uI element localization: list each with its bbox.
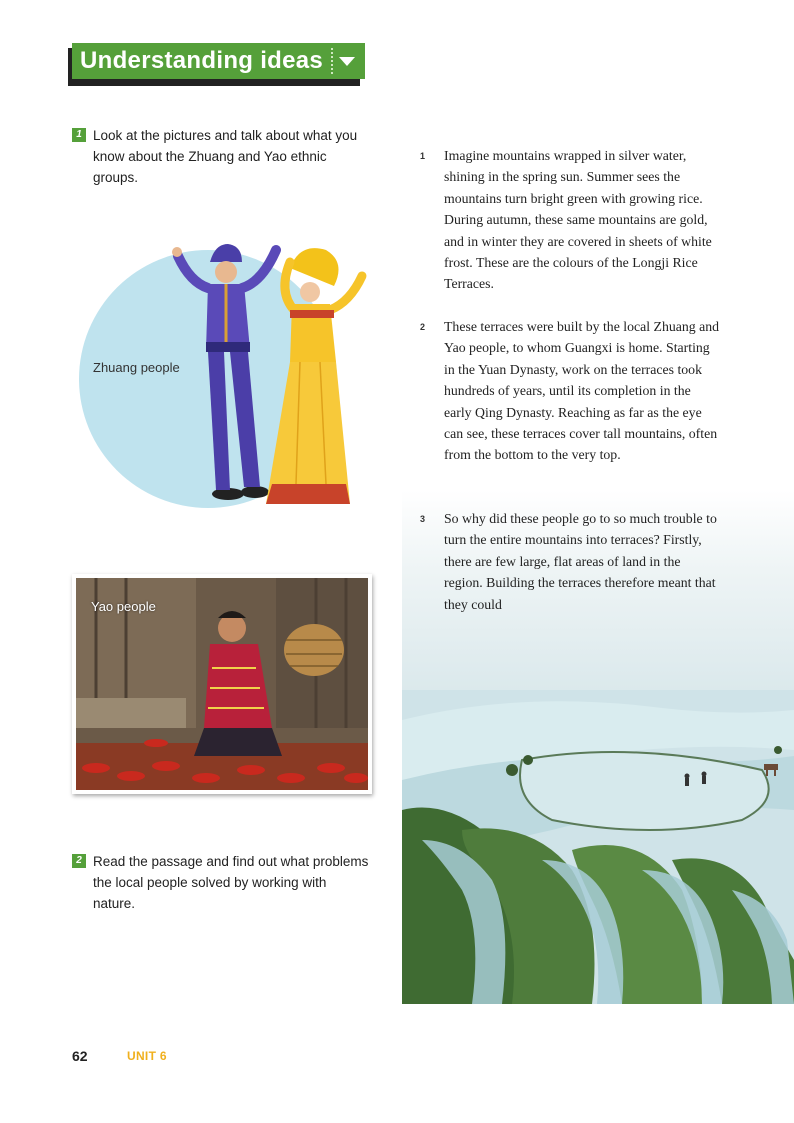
unit-label: UNIT 6 [127, 1049, 167, 1063]
task-1 [72, 125, 372, 188]
paragraph-number: 2 [420, 322, 426, 332]
paragraph-text: Imagine mountains wrapped in silver water, shining in the spring sun. Summer sees the mountains turn bright green with growing rice. During autumn, these same mountains are gold, and in winter they are covered in sheets of white frost. These are the colours of the Longji Rice Terraces. [444, 148, 712, 292]
section-title: Understanding ideas [80, 47, 324, 74]
task-instruction: Look at the pictures and talk about what you know about the Zhuang and Yao ethnic groups. [93, 128, 358, 185]
section-header [72, 43, 365, 79]
zhuang-caption: Zhuang people [93, 360, 180, 375]
paragraph-text: So why did these people go to so much trouble to turn the entire mountains into terraces? Firstly, there are few large, flat areas of land in the region. Building the terraces therefore meant that they could [444, 511, 717, 612]
passage-paragraph-3 [420, 508, 720, 615]
dropdown-arrow-icon [339, 57, 355, 66]
task-number-badge: 2 [72, 854, 86, 868]
header-separator [331, 48, 333, 74]
page-number: 62 [72, 1048, 88, 1064]
task-instruction: Read the passage and find out what problems the local people solved by working with nature. [93, 854, 369, 911]
passage-paragraph-1 [420, 145, 720, 295]
task-2 [72, 851, 372, 914]
passage-paragraph-2 [420, 316, 720, 466]
paragraph-number: 1 [420, 151, 426, 161]
paragraph-number: 3 [420, 514, 426, 524]
zhuang-dancers-image [150, 222, 370, 512]
task-number-badge: 1 [72, 128, 86, 142]
rice-terraces-image [402, 690, 794, 1004]
paragraph-text: These terraces were built by the local Zhuang and Yao people, to whom Guangxi is home. Starting in the Yuan Dynasty, work on the terraces took hundreds of years, until its completion in the early Qing Dynasty. Reaching as far as the eye can see, these terraces cover tall mountains, often from the bottom to the very top. [444, 319, 720, 463]
yao-caption: Yao people [91, 599, 156, 614]
